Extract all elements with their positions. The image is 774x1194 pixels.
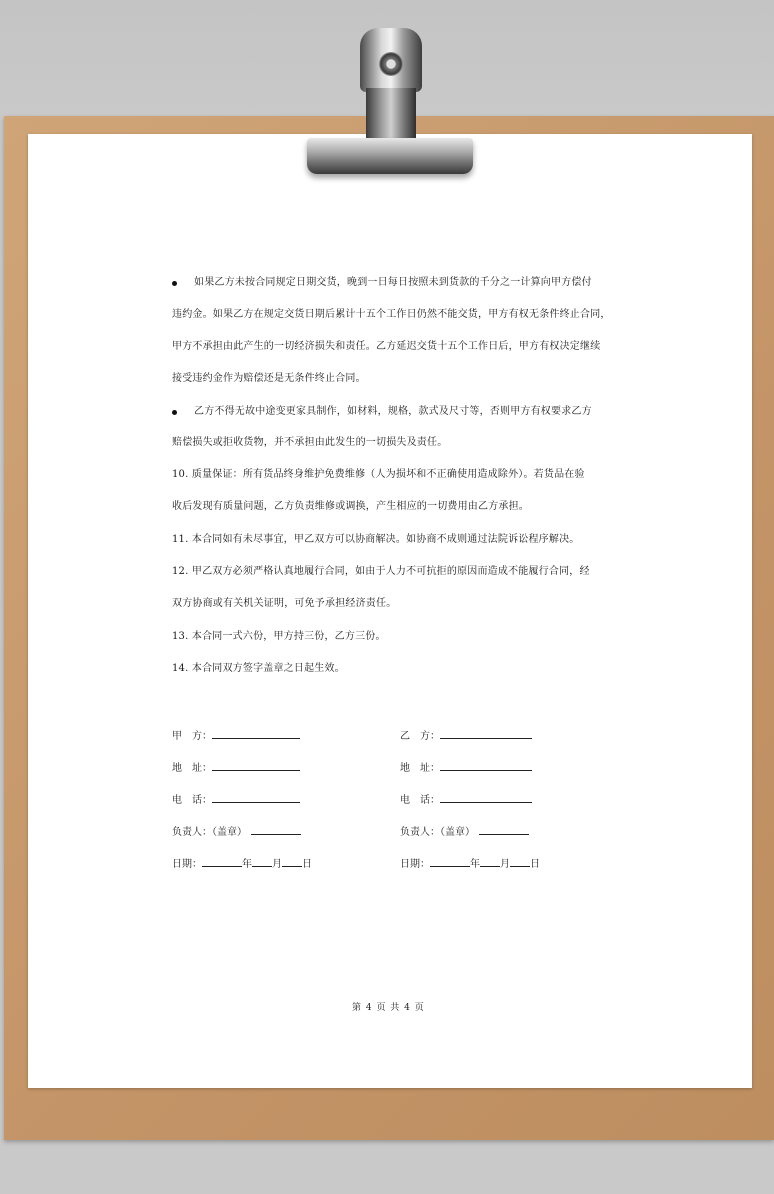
- person-b-field: [400, 823, 529, 840]
- page-number: 第 4 页 共 4 页: [352, 1003, 425, 1013]
- phone-b-blank: [440, 791, 532, 803]
- person-b-label: 负责人：（盖章）: [400, 827, 475, 838]
- clause-line: 乙方不得无故中途变更家具制作，如材料，规格，款式及尺寸等，否则甲方有权要求乙方: [194, 406, 592, 417]
- party-b-blank: [440, 727, 532, 739]
- year-b-blank: [430, 855, 470, 867]
- phone-b-field: [400, 791, 532, 808]
- year-a-blank: [202, 855, 242, 867]
- address-b-blank: [440, 759, 532, 771]
- clip-base: [307, 138, 473, 174]
- person-a-field: [172, 823, 301, 840]
- year-b-label: 年: [470, 859, 480, 870]
- clause-line: 10. 质量保证：所有货品终身维护免费维修（人为损坏和不正确使用造成除外）。若货品在验: [172, 469, 585, 480]
- party-a-blank: [212, 727, 300, 739]
- day-b-blank: [510, 855, 530, 867]
- clause-line: 12. 甲乙双方必须严格认真地履行合同，如由于人力不可抗拒的原因而造成不能履行合同，经: [172, 566, 590, 577]
- day-b-label: 日: [530, 859, 540, 870]
- party-a-label: 甲 方：: [172, 731, 212, 742]
- phone-a-field: [172, 791, 300, 808]
- party-b-field: [400, 727, 532, 744]
- month-b-label: 月: [500, 859, 510, 870]
- clause-line: 接受违约金作为赔偿还是无条件终止合同。: [172, 373, 366, 384]
- month-a-blank: [252, 855, 272, 867]
- clause-line: 违约金。如果乙方在规定交货日期后累计十五个工作日仍然不能交货，甲方有权无条件终止合同，: [172, 309, 611, 320]
- phone-b-label: 电 话：: [400, 795, 440, 806]
- address-a-field: [172, 759, 300, 776]
- clause-line: 双方协商或有关机关证明，可免予承担经济责任。: [172, 598, 397, 609]
- date-a-label: 日期：: [172, 859, 202, 870]
- person-a-label: 负责人：（盖章）: [172, 827, 247, 838]
- bullet-icon: [172, 410, 177, 415]
- day-a-blank: [282, 855, 302, 867]
- year-a-label: 年: [242, 859, 252, 870]
- date-b-field: [400, 855, 540, 872]
- address-b-field: [400, 759, 532, 776]
- clip-hole: [379, 52, 403, 76]
- day-a-label: 日: [302, 859, 312, 870]
- clause-line: 11. 本合同如有未尽事宜，甲乙双方可以协商解决。如协商不成则通过法院诉讼程序解决。: [172, 534, 580, 545]
- party-a-field: [172, 727, 300, 744]
- month-a-label: 月: [272, 859, 282, 870]
- address-a-label: 地 址：: [172, 763, 212, 774]
- clause-line: 如果乙方未按合同规定日期交货，晚到一日每日按照未到货款的千分之一计算向甲方偿付: [194, 277, 592, 288]
- date-b-label: 日期：: [400, 859, 430, 870]
- clause-line: 收后发现有质量问题，乙方负责维修或调换，产生相应的一切费用由乙方承担。: [172, 501, 529, 512]
- address-b-label: 地 址：: [400, 763, 440, 774]
- month-b-blank: [480, 855, 500, 867]
- clip-stem: [366, 88, 416, 140]
- clause-line: 14. 本合同双方签字盖章之日起生效。: [172, 663, 345, 674]
- phone-a-blank: [212, 791, 300, 803]
- party-b-label: 乙 方：: [400, 731, 440, 742]
- bullet-icon: [172, 281, 177, 286]
- clause-line: 13. 本合同一式六份，甲方持三份，乙方三份。: [172, 631, 386, 642]
- address-a-blank: [212, 759, 300, 771]
- phone-a-label: 电 话：: [172, 795, 212, 806]
- clause-line: 甲方不承担由此产生的一切经济损失和责任。乙方延迟交货十五个工作日后，甲方有权决定继续: [172, 341, 601, 352]
- person-a-blank: [251, 823, 301, 835]
- clause-line: 赔偿损失或拒收货物，并不承担由此发生的一切损失及责任。: [172, 437, 448, 448]
- date-a-field: [172, 855, 312, 872]
- person-b-blank: [479, 823, 529, 835]
